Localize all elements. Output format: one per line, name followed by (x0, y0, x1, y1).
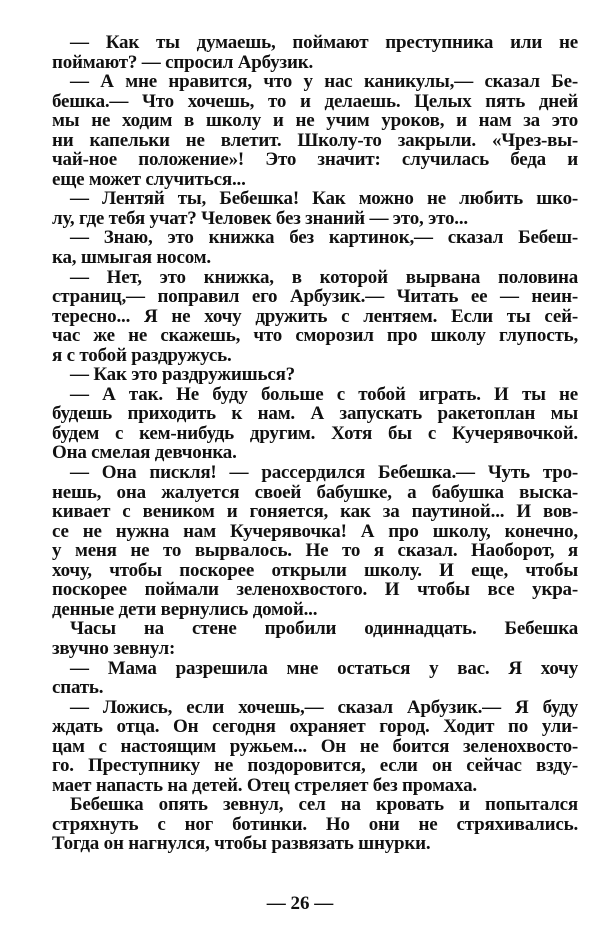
text-line: час же не скажешь, что сморозил про школу глупость, (52, 325, 578, 347)
text-line: еще может случиться... (52, 168, 246, 190)
text-line: звучно зевнул: (52, 637, 176, 659)
text-line: тересно... Я не хочу дружить с лентяем. Если ты сей- (52, 305, 578, 327)
text-line: лу, где тебя учат? Человек без знаний — это, это... (52, 207, 468, 229)
text-line: — Нет, это книжка, в которой вырвана половина (70, 266, 578, 288)
text-line: чай-ное положение»! Это значит: случилась беда и (52, 149, 578, 171)
text-line: поскорее поймали зеленохвостого. И чтобы все укра- (52, 579, 578, 601)
text-line: цам с настоящим ружьем... Он не боится зеленохвосто- (52, 735, 578, 757)
text-line: хочу, чтобы поскорее открыли школу. И еще, чтобы (52, 559, 578, 581)
text-line: ка, шмыгая носом. (52, 247, 211, 269)
text-line: — Ложись, если хочешь,— сказал Арбузик.— Я буду (70, 696, 578, 718)
text-line: поймают? — спросил Арбузик. (52, 51, 313, 73)
text-line: денные дети вернулись домой... (52, 598, 318, 620)
text-line: страниц,— поправил его Арбузик.— Читать ее — неин- (52, 286, 578, 308)
text-line: — Мама разрешила мне остаться у вас. Я хочу (70, 657, 578, 679)
text-line: — Как это раздружишься? (70, 364, 295, 386)
text-line: нешь, она жалуется своей бабушке, а бабушка выска- (52, 481, 578, 503)
text-line: — Как ты думаешь, поймают преступника или не (70, 32, 578, 53)
text-line: Часы на стене пробили одиннадцать. Бебешка (70, 618, 578, 640)
text-line: я с тобой раздружусь. (52, 344, 232, 366)
text-line: стряхнуть с ног ботинки. Но они не стряхивались. (52, 813, 578, 835)
text-line: — Знаю, это книжка без картинок,— сказал Бебеш- (70, 227, 578, 249)
text-line: у меня не то вырвалось. Не то я сказал. Наоборот, я (52, 540, 578, 562)
page-body-text (52, 33, 578, 854)
text-line: мает напасть на детей. Отец стреляет без промаха. (52, 774, 477, 796)
text-line: мы не ходим в школу и не учим уроков, и нам за это (52, 110, 578, 132)
text-line: ни капельки не влетит. Школу-то закрыли. «Чрез-вы- (52, 129, 578, 151)
text-line: ждать отца. Он сегодня охраняет город. Ходит по ули- (52, 716, 578, 738)
text-line: — А мне нравится, что у нас каникулы,— сказал Бе- (70, 71, 578, 93)
text-line: се не нужна нам Кучерявочка! А про школу, конечно, (52, 520, 578, 542)
text-line: спать. (52, 677, 104, 699)
text-line: — А так. Не буду больше с тобой играть. И ты не (70, 383, 578, 405)
text-line: бешка.— Что хочешь, то и делаешь. Целых пять дней (52, 90, 578, 112)
text-line: — Лентяй ты, Бебешка! Как можно не любить шко- (70, 188, 578, 210)
text-line: Бебешка опять зевнул, сел на кровать и попытался (70, 794, 578, 816)
text-line: Тогда он нагнулся, чтобы развязать шнурки. (52, 833, 431, 855)
text-line: будешь приходить к нам. А запускать ракетоплан мы (52, 403, 578, 425)
text-line: будем с кем-нибудь другим. Хотя бы с Кучерявочкой. (52, 422, 578, 444)
page-number: — 26 — (266, 893, 334, 914)
text-line: — Она пискля! — рассердился Бебешка.— Чуть тро- (70, 462, 578, 484)
text-line: го. Преступнику не поздоровится, если он сейчас взду- (52, 755, 578, 777)
text-line: кивает с веником и гоняется, как за паутиной... И вов- (52, 501, 578, 523)
text-line: Она смелая девчонка. (52, 442, 237, 464)
